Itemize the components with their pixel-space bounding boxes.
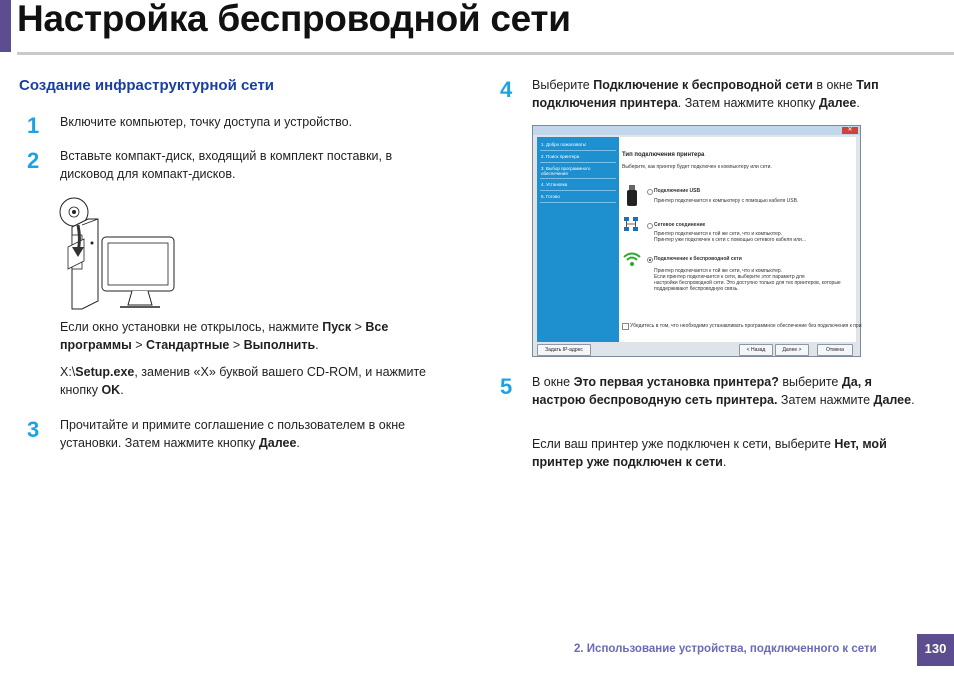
- wireless-option-label: Подключение к беспроводной сети: [654, 256, 742, 262]
- step-5-text: В окне Это первая установка принтера? выберите Да, я настрою беспроводную сеть принтера. Затем нажмите Далее.: [532, 375, 915, 407]
- network-radio[interactable]: [647, 223, 653, 229]
- installer-main: [619, 137, 862, 342]
- sidebar-divider: [540, 190, 616, 191]
- network-icon: [623, 217, 639, 233]
- footer-chapter: 2. Использование устройства, подключенного к сети: [574, 643, 877, 655]
- step-1-number: 1: [27, 113, 40, 138]
- install-without-connection-checkbox[interactable]: [622, 323, 629, 330]
- sidebar-item-welcome: 1. Добро пожаловать!: [541, 142, 587, 147]
- step-2-note-1: Если окно установки не открылось, нажмите Пуск > Все программы > Стандартные > Выполнить.: [60, 320, 389, 352]
- sidebar-item-install: 4. Установка: [541, 182, 568, 187]
- sidebar-divider: [540, 202, 616, 203]
- next-button[interactable]: Далее >: [775, 344, 809, 356]
- wireless-radio[interactable]: [647, 257, 653, 263]
- usb-icon: [626, 185, 638, 207]
- wireless-option-desc-2: Если принтер подключается к сети, выберите этот параметр для: [654, 274, 805, 280]
- wireless-option-desc-4: поддерживают беспроводную связь.: [654, 286, 739, 292]
- computer-tower-icon: [68, 219, 98, 309]
- cancel-button[interactable]: Отмена: [817, 344, 853, 356]
- sidebar-item-search: 2. Поиск принтера: [541, 154, 580, 159]
- network-option-desc-2: Принтер уже подключен к сети с помощью сетевого кабеля или...: [654, 237, 807, 243]
- wifi-icon: [623, 251, 641, 267]
- step-5-note: Если ваш принтер уже подключен к сети, выберите Нет, мой принтер уже подключен к сети.: [532, 437, 887, 469]
- network-option-label: Сетевое соединение: [654, 222, 706, 228]
- set-ip-button[interactable]: Задать IP-адрес: [537, 344, 591, 356]
- step-2-number: 2: [27, 148, 40, 173]
- back-button[interactable]: < Назад: [739, 344, 773, 356]
- usb-option-label: Подключение USB: [654, 188, 701, 194]
- sidebar-item-software: 3. Выбор программного обеспечения: [541, 166, 591, 176]
- step-4-text: Выберите Подключение к беспроводной сети в окне Тип подключения принтера. Затем нажмите кнопку Далее.: [532, 78, 879, 110]
- usb-option-desc: Принтер подключается к компьютеру с помощью кабеля USB.: [654, 198, 799, 204]
- section-heading: Создание инфраструктурной сети: [19, 77, 275, 94]
- step-5-number: 5: [500, 374, 513, 399]
- installer-heading: Тип подключения принтера: [622, 152, 705, 158]
- step-1-text: Включите компьютер, точку доступа и устройство.: [60, 115, 353, 129]
- step-4-number: 4: [500, 77, 513, 102]
- wireless-option-desc-3: настройки беспроводной сети. Это доступно только для тех принтеров, которые: [654, 280, 841, 286]
- cd-insert-illustration: [54, 195, 178, 315]
- title-divider: [17, 52, 954, 55]
- installer-sidebar: [537, 137, 619, 342]
- usb-radio[interactable]: [647, 189, 653, 195]
- close-icon[interactable]: ✕: [842, 127, 858, 134]
- sidebar-divider: [540, 162, 616, 163]
- installer-subheading: Выберите, как принтер будет подключен к компьютеру или сети.: [622, 164, 772, 170]
- sidebar-divider: [540, 150, 616, 151]
- network-option-desc-1: Принтер подключается к той же сети, что и компьютер.: [654, 231, 783, 237]
- installer-titlebar: [533, 126, 860, 135]
- step-3-number: 3: [27, 417, 40, 442]
- sidebar-item-done: 5. Готово: [541, 194, 560, 199]
- wireless-option-desc-1: Принтер подключается к той же сети, что и компьютер.: [654, 268, 783, 274]
- sidebar-divider: [540, 178, 616, 179]
- title-accent-bar: [0, 0, 11, 52]
- installer-screenshot: [532, 125, 861, 357]
- step-2-note-2: X:\Setup.exe, заменив «X» буквой вашего CD-ROM, и нажмите кнопку OK.: [60, 365, 427, 397]
- checkbox-label: Убедитесь в том, что необходимо устанавливать программное обеспечение без подключения к при: [630, 323, 862, 329]
- step-3-text: Прочитайте и примите соглашение с пользователем в окне установки. Затем нажмите кнопку Далее.: [60, 418, 406, 450]
- monitor-icon: [102, 237, 174, 307]
- step-2-text: Вставьте компакт-диск, входящий в комплект поставки, в дисковод для компакт-дисков.: [60, 149, 393, 181]
- page-title: Настройка беспроводной сети: [17, 0, 571, 39]
- page-number: 130: [917, 634, 954, 666]
